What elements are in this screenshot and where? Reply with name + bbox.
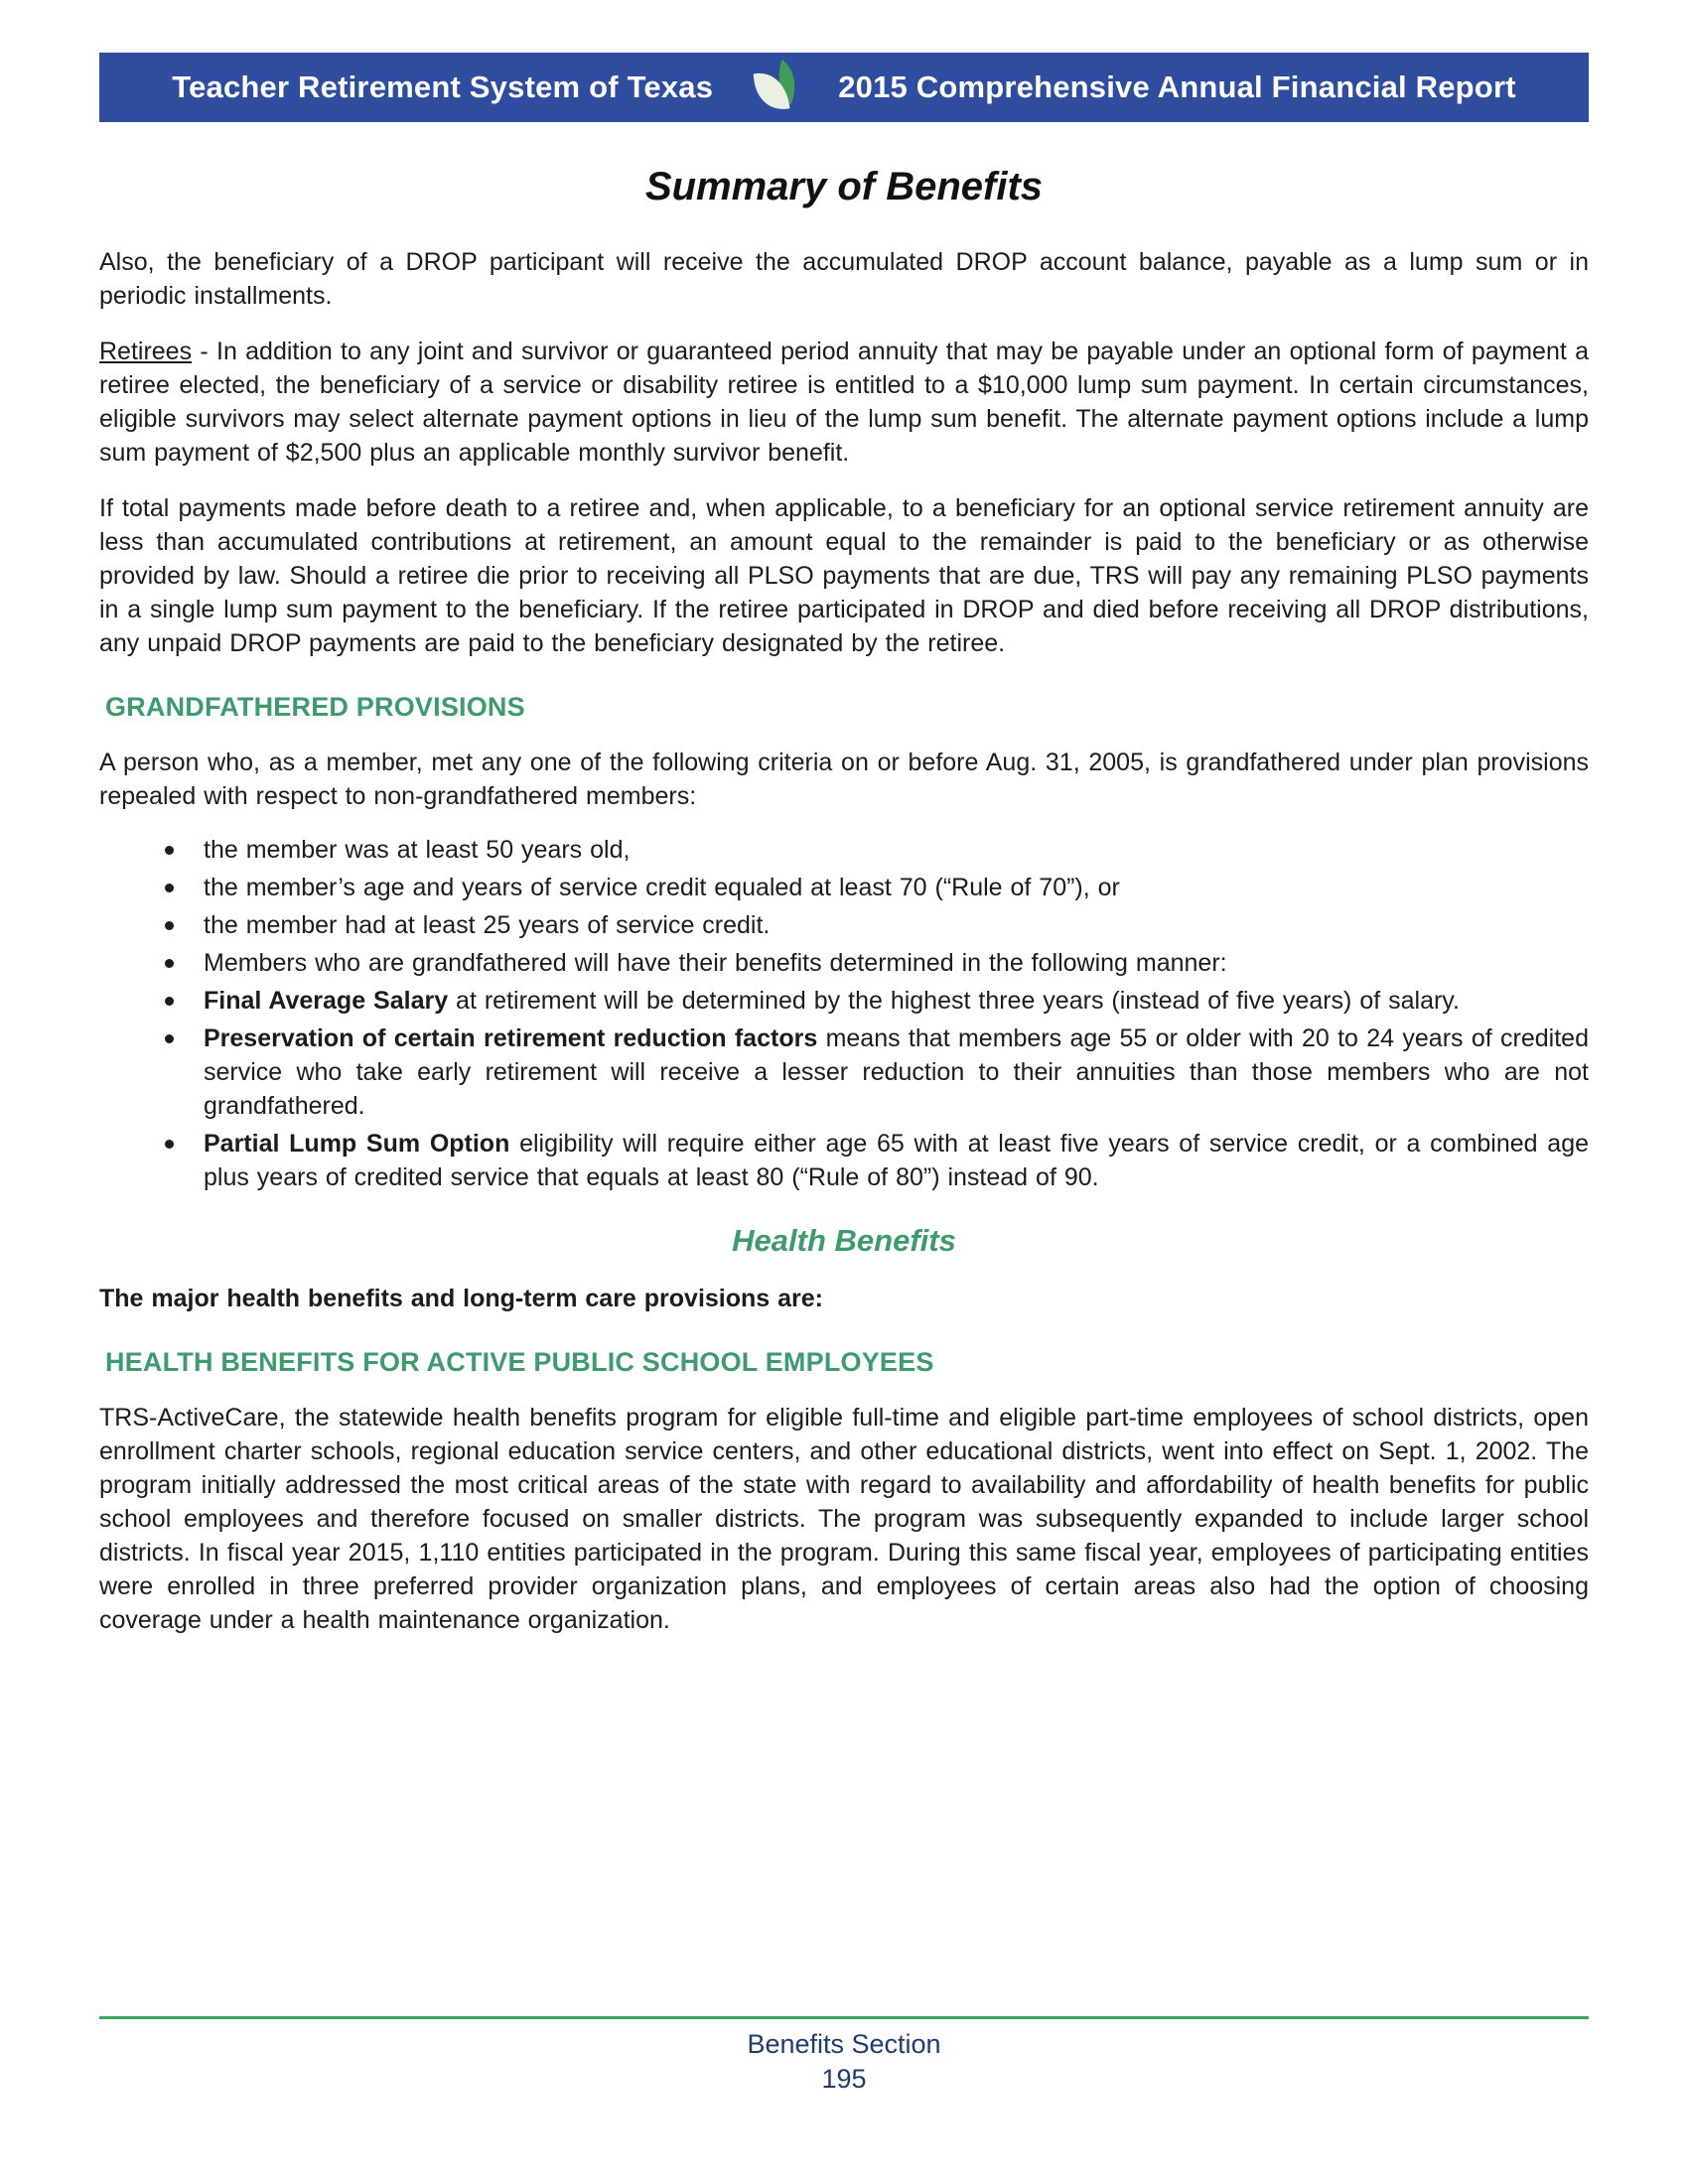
header-report-title: 2015 Comprehensive Annual Financial Report (838, 69, 1516, 104)
leaf-icon (747, 59, 804, 118)
list-item-bold-term: Final Average Salary (204, 987, 449, 1015)
paragraph-total-payments: If total payments made before death to a retiree and, when applicable, to a beneficiary for an optional service retirement annuity are less than accumulated contributions at retirement, an amount equal to the remainder is paid to the beneficiary or as otherwise provided by law. Should a retiree die prior to receiving all PLSO payments that are due, TRS will pay any remaining PLSO payments in a single lump sum payment to the beneficiary. If the retiree participated in DROP and died before receiving all DROP distributions, any unpaid DROP payments are paid to the beneficiary designated by the retiree. (99, 494, 1589, 657)
health-benefits-heading: Health Benefits (732, 1223, 956, 1258)
retirees-term: Retirees (99, 338, 193, 365)
grandfathered-list (99, 833, 1589, 1194)
paragraph-trs-activecare: TRS-ActiveCare, the statewide health benefits program for eligible full-time and eligible part-time employees of school districts, open enrollment charter schools, regional education service centers, and other educational districts, went into effect on Sept. 1, 2002. The program initially addressed the most critical areas of the state with regard to availability and affordability of health benefits for public school employees and therefore focused on smaller districts. The program was subsequently expanded to include larger school districts. In fiscal year 2015, 1,110 entities participated in the program. During this same fiscal year, employees of participating entities were enrolled in three preferred provider organization plans, and employees of certain areas also had the option of choosing coverage under a health maintenance organization. (99, 1404, 1589, 1634)
list-item-bold-term: Partial Lump Sum Option (204, 1130, 510, 1158)
list-item-text: Members who are grandfathered will have their benefits determined in the following manner: (204, 949, 1227, 977)
paragraph-drop-beneficiary: Also, the beneficiary of a DROP participant will receive the accumulated DROP account balance, payable as a lump sum or in periodic installments. (99, 248, 1589, 310)
health-lead: The major health benefits and long-term care provisions are: (99, 1285, 823, 1312)
page-title: Summary of Benefits (644, 165, 1044, 208)
footer-page-number: 195 (821, 2064, 867, 2094)
grandfathered-heading: GRANDFATHERED PROVISIONS (105, 692, 525, 722)
list-item (157, 908, 1589, 942)
list-item-text: the member had at least 25 years of service credit. (204, 911, 771, 939)
paragraph-retirees (99, 335, 1589, 470)
footer-section-label: Benefits Section (747, 2029, 941, 2059)
page-footer (99, 2016, 1589, 2097)
list-item-text: eligibility will require either age 65 with at least five years of service credit, or a combined age plus years of credited service that equals at least 80 (“Rule of 80”) instead of 90. (204, 1130, 1590, 1191)
list-item-text: the member was at least 50 years old, (204, 836, 631, 864)
list-item (157, 1022, 1589, 1123)
list-item (157, 871, 1589, 904)
list-item (157, 833, 1589, 867)
header-org-title: Teacher Retirement System of Texas (172, 69, 714, 104)
list-item-text: at retirement will be determined by the highest three years (instead of five years) of salary. (448, 987, 1460, 1015)
retirees-text: - In addition to any joint and survivor or guaranteed period annuity that may be payable under an optional form of payment a retiree elected, the beneficiary of a service or disability retiree is entitled to a $10,000 lump sum payment. In certain circumstances, eligible survivors may select alternate payment options in lieu of the lump sum benefit. The alternate payment options include a lump sum payment of $2,500 plus an applicable monthly survivor benefit. (99, 338, 1589, 467)
header-bar (99, 53, 1589, 122)
grandfathered-intro: A person who, as a member, met any one of the following criteria on or before Aug. 31, 2005, is grandfathered under plan provisions repealed with respect to non-grandfathered members: (99, 749, 1589, 810)
list-item (157, 1127, 1589, 1194)
document-body (99, 245, 1589, 1637)
list-item-text: the member’s age and years of service credit equaled at least 70 (“Rule of 70”), or (204, 874, 1120, 901)
active-employees-heading: HEALTH BENEFITS FOR ACTIVE PUBLIC SCHOOL EMPLOYEES (105, 1347, 934, 1377)
list-item (157, 984, 1589, 1018)
list-item-text: means that members age 55 or older with 20 to 24 years of credited service who take early retirement will receive a lesser reduction to their annuities than those members who are not grandfathered. (204, 1024, 1589, 1120)
list-item-bold-term: Preservation of certain retirement reduction factors (204, 1024, 818, 1052)
list-item (157, 946, 1589, 980)
